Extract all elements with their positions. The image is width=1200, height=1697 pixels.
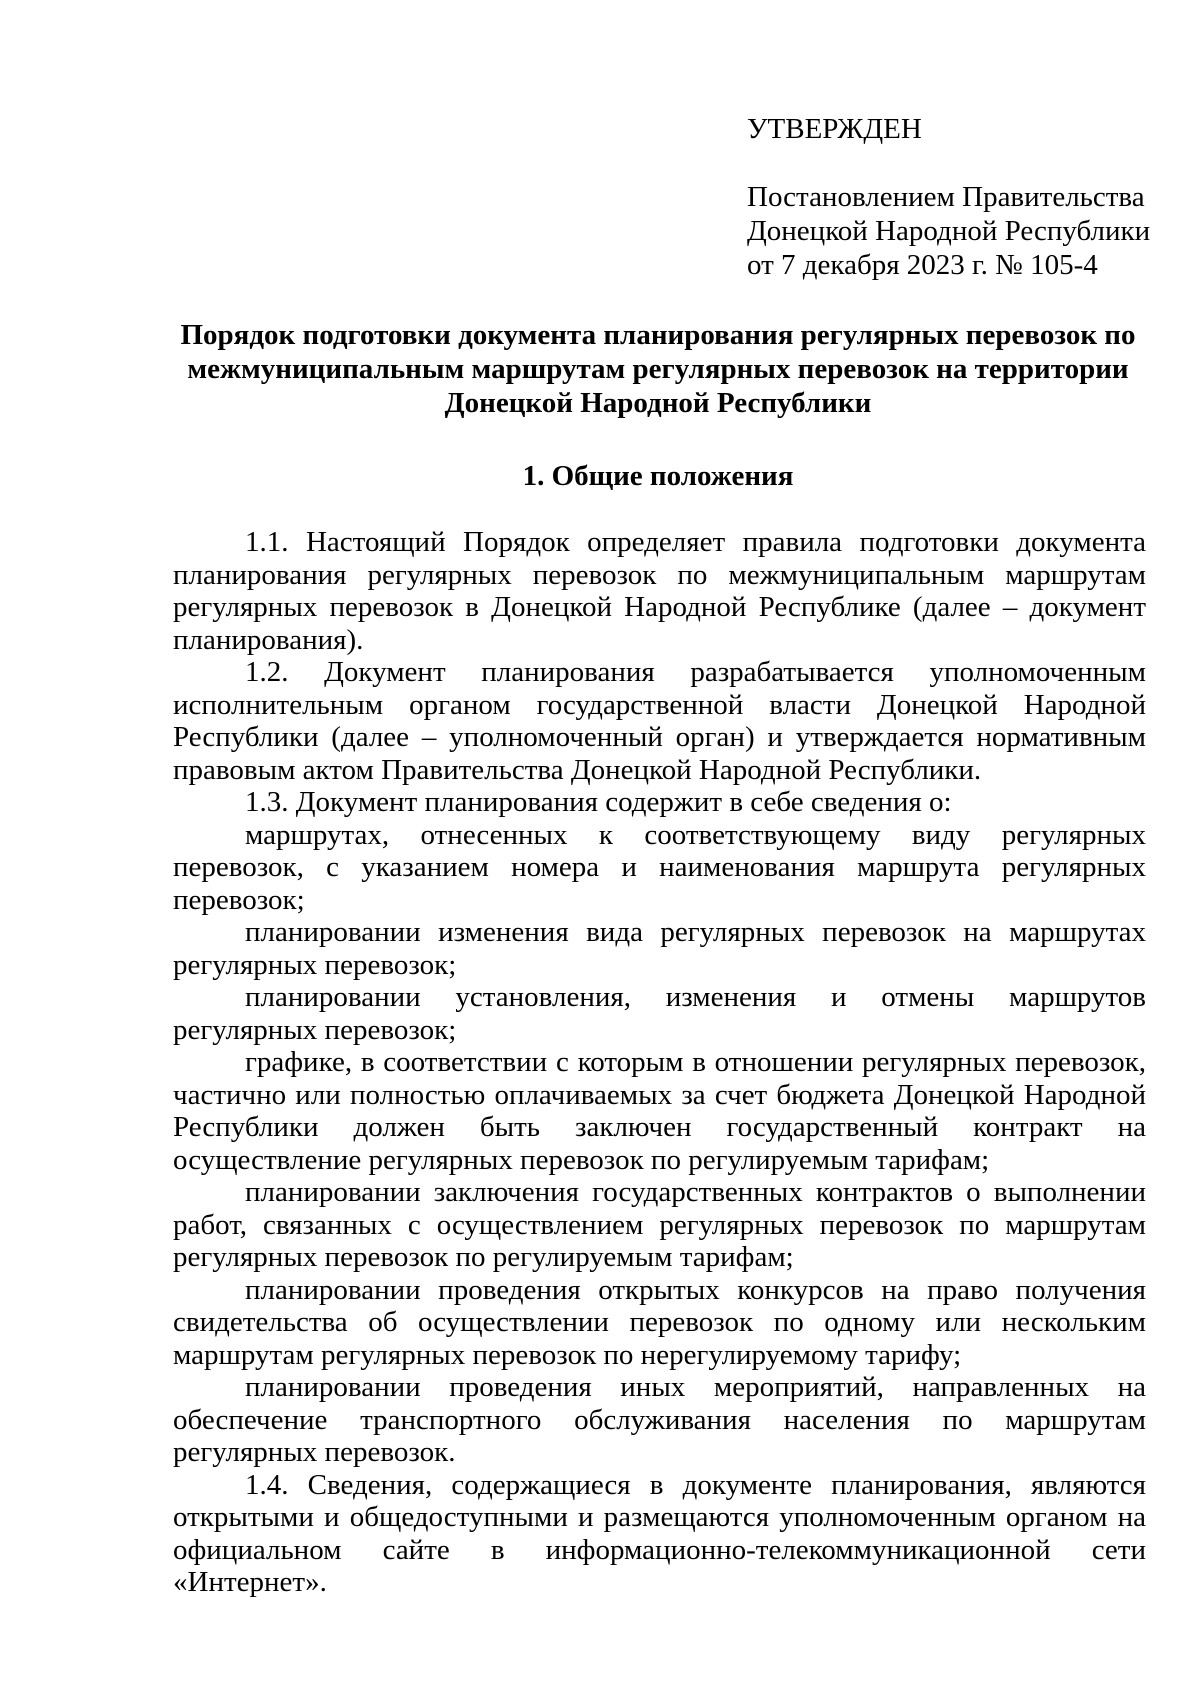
- paragraph-1-3: 1.3. Документ планирования содержит в себе сведения о:: [245, 786, 952, 818]
- list-item-other-measures: планировании проведения иных мероприятий, направленных на обеспечение транспортного обслуживания населения по маршрутам регулярных перевозок.: [173, 1371, 1146, 1468]
- paragraph-1-1: 1.1. Настоящий Порядок определяет правила подготовки документа планирования регулярных перевозок по межмуниципальным маршрутам регулярных перевозок в Донецкой Народной Республике (далее – документ планирования).: [173, 526, 1146, 656]
- section-title: 1. Общие положения: [522, 460, 794, 492]
- paragraph-1-2: 1.2. Документ планирования разрабатывается уполномоченным исполнительным органом государственной власти Донецкой Народной Республики (далее – уполномоченный орган) и утверждается нормативным правовым актом Правительства Донецкой Народной Республики.: [173, 656, 1146, 786]
- approval-line-decree: Постановлением Правительства: [747, 181, 1145, 213]
- approval-line-date: от 7 декабря 2023 г. № 105-4: [747, 249, 1098, 281]
- approval-line-government: Донецкой Народной Республики: [747, 215, 1151, 247]
- document-body: [173, 526, 1146, 1599]
- list-item-routes: маршрутах, отнесенных к соответствующему виду регулярных перевозок, с указанием номера и наименования маршрута регулярных перевозок;: [173, 818, 1146, 916]
- approval-title: УТВЕРЖДЕН: [747, 113, 922, 145]
- list-item-route-changes: планировании установления, изменения и отмены маршрутов регулярных перевозок;: [173, 981, 1146, 1046]
- list-item-schedule: графике, в соответствии с которым в отношении регулярных перевозок, частично или полностью оплачиваемых за счет бюджета Донецкой Народной Республики должен быть заключен государственный контракт на осуществление регулярных перевозок по регулируемым тарифам;: [173, 1046, 1146, 1176]
- approval-stamp: [747, 112, 1167, 282]
- list-item-type-change: планировании изменения вида регулярных перевозок на маршрутах регулярных перевозок;: [173, 916, 1146, 981]
- list-item-contracts: планировании заключения государственных контрактов о выполнении работ, связанных с осуществлением регулярных перевозок по маршрутам регулярных перевозок по регулируемым тарифам;: [173, 1176, 1146, 1273]
- document-title: Порядок подготовки документа планирования регулярных перевозок по межмуниципальным маршрутам регулярных перевозок на территории Донецкой Народной Республики: [180, 319, 1136, 419]
- paragraph-1-4: 1.4. Сведения, содержащиеся в документе планирования, являются открытыми и общедоступными и размещаются уполномоченным органом на официальном сайте в информационно-телекоммуникационной сети «Интернет».: [173, 1468, 1146, 1598]
- list-item-tenders: планировании проведения открытых конкурсов на право получения свидетельства об осуществлении перевозок по одному или нескольким маршрутам регулярных перевозок по нерегулируемому тарифу;: [173, 1273, 1146, 1371]
